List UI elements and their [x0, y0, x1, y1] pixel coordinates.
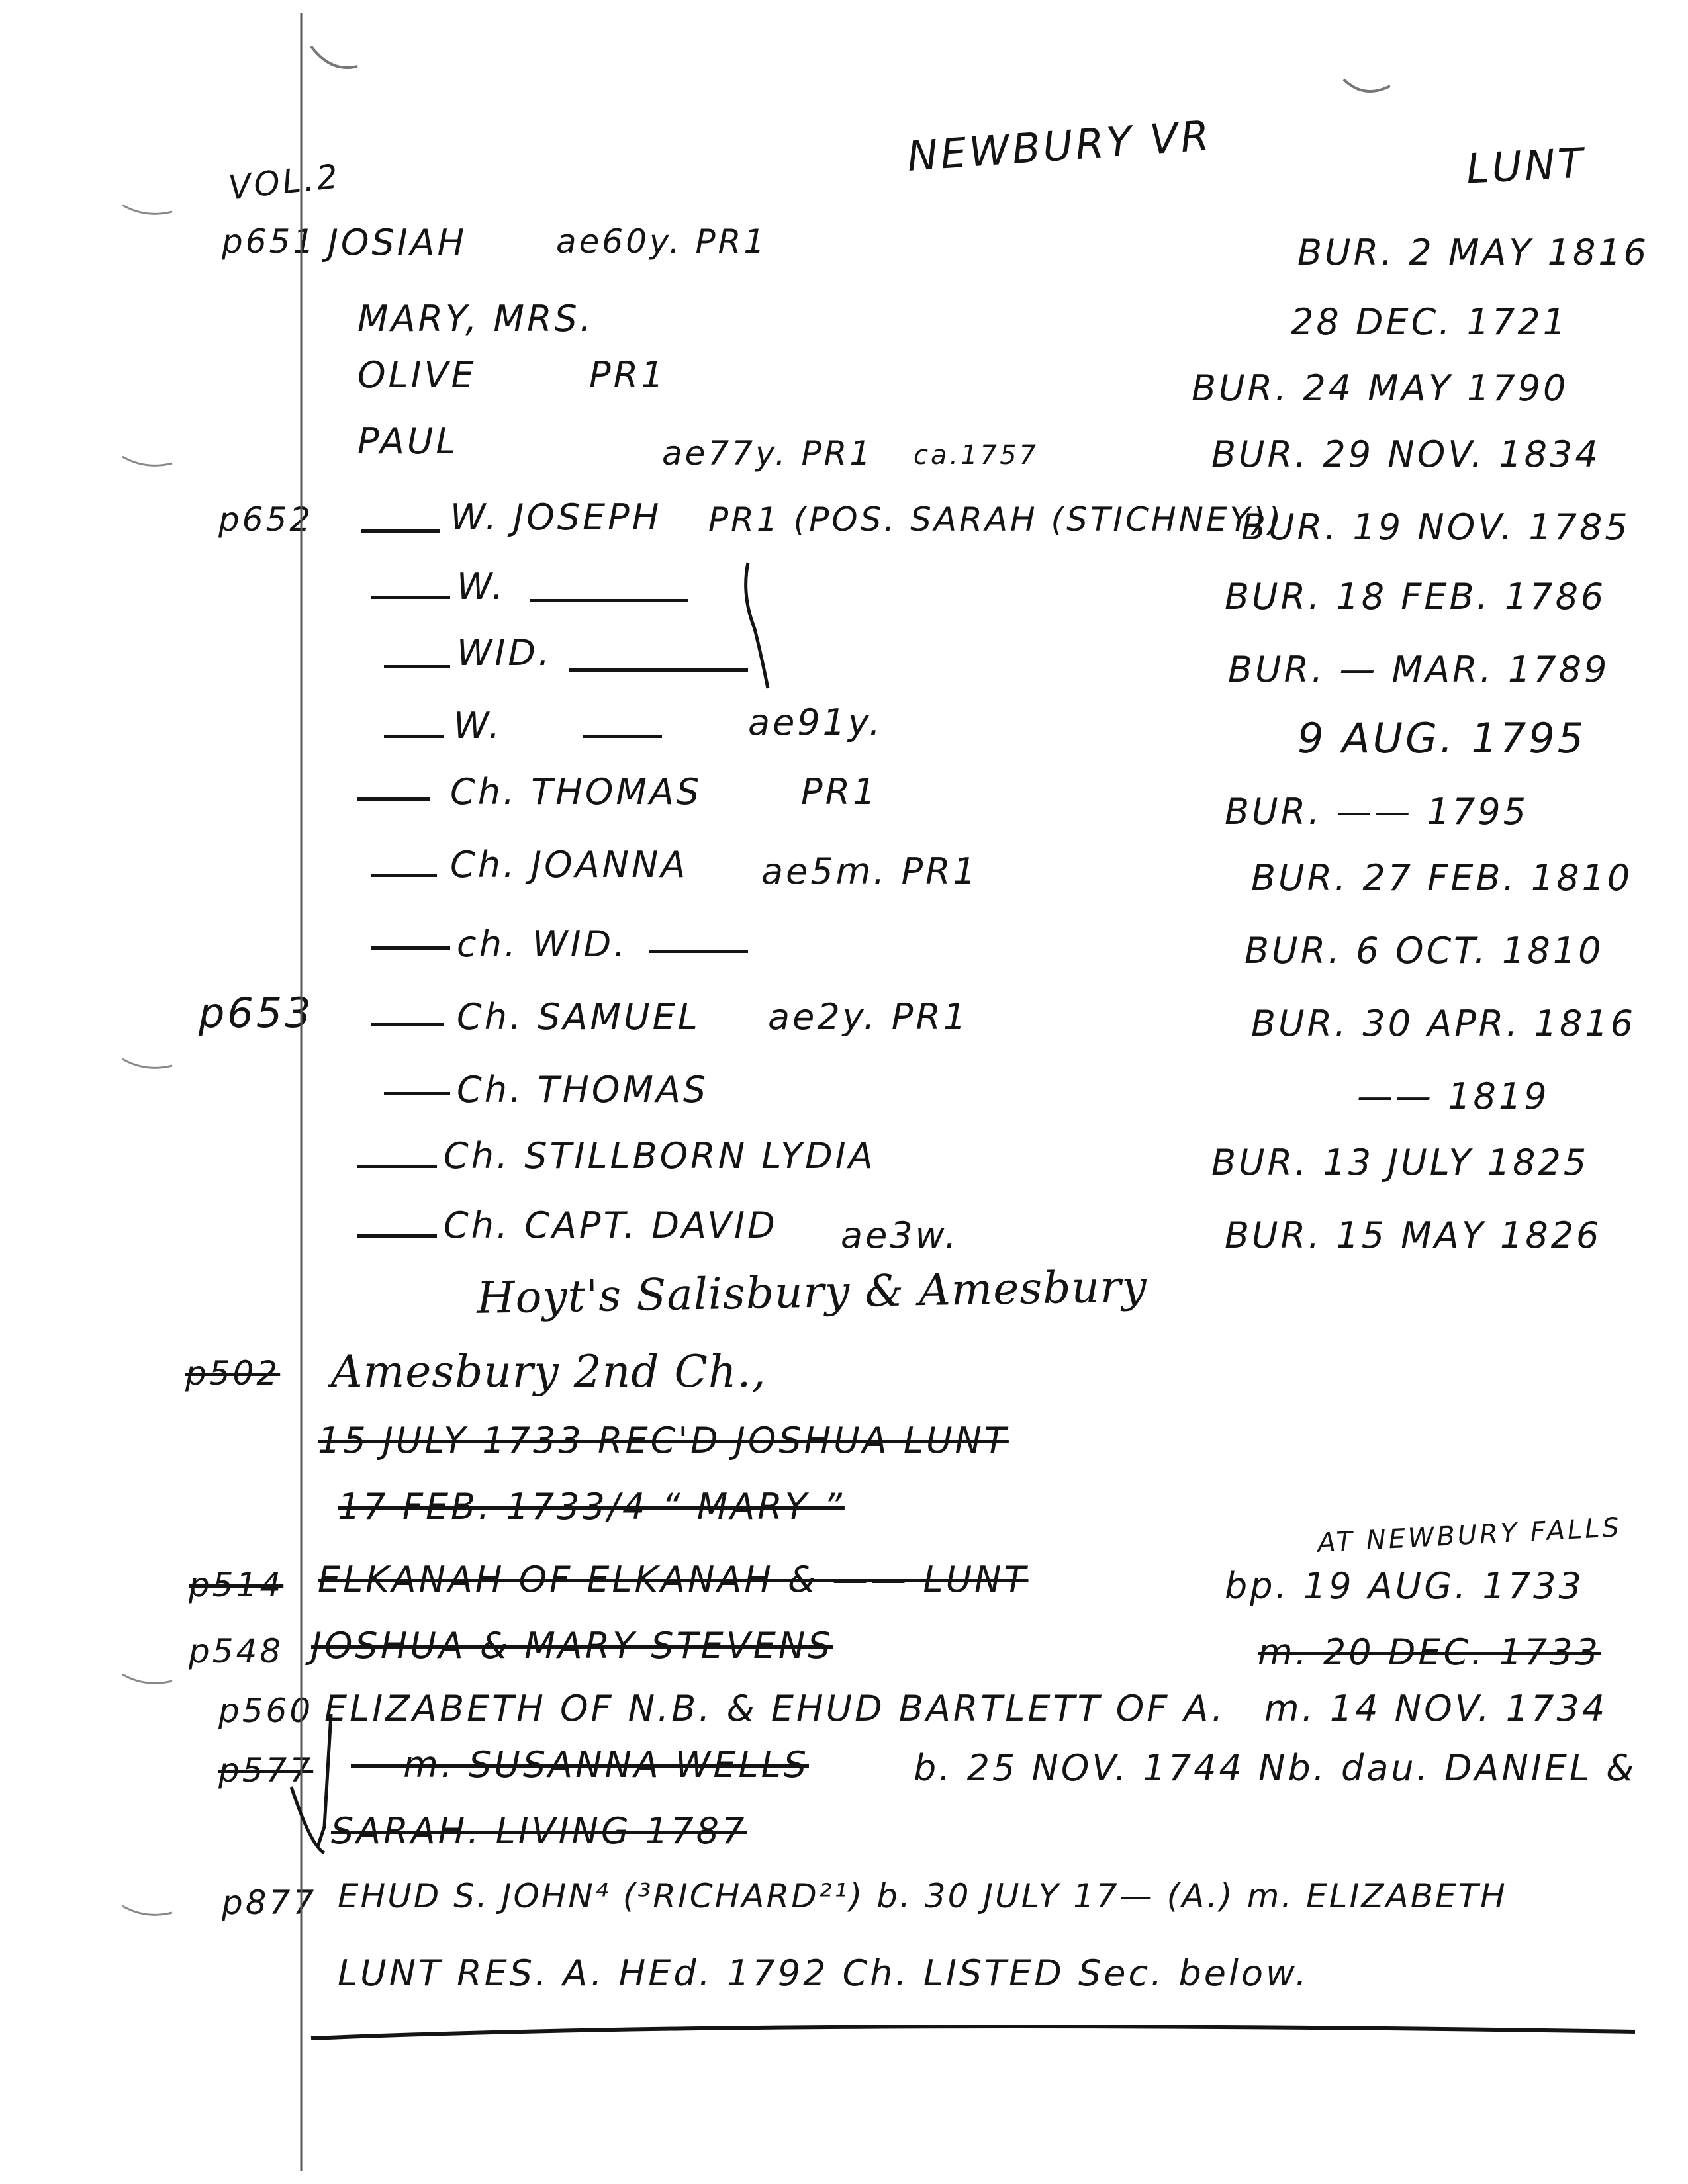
entry-name: Ch. CAPT. DAVID — [444, 1205, 778, 1246]
entry-note: ae5m. PR1 — [761, 850, 979, 892]
record-text: JOSHUA & MARY STEVENS — [311, 1625, 833, 1666]
entry-date: BUR. 2 MAY 1816 — [1297, 232, 1650, 273]
document-title: NEWBURY VR — [905, 111, 1213, 181]
entry-name: PAUL — [357, 420, 459, 462]
page-ref: p652 — [218, 500, 314, 539]
record-text: ELIZABETH OF N.B. & EHUD BARTLETT OF A. — [324, 1688, 1226, 1729]
entry-name: Ch. THOMAS — [450, 771, 702, 813]
punch-hole-mark — [122, 1059, 172, 1068]
bracket-mark — [746, 563, 768, 688]
entry-note: PR1 — [801, 771, 878, 813]
struck-record: 17 FEB. 1733/4 “ MARY ” — [338, 1486, 845, 1527]
entry-date: BUR. 24 MAY 1790 — [1192, 367, 1569, 409]
entry-name: W. — [453, 705, 503, 747]
separator-line — [311, 2026, 1635, 2038]
record-date: m. 20 DEC. 1733 — [1258, 1631, 1601, 1673]
record-date: b. 25 NOV. 1744 Nb. dau. DANIEL & — [914, 1747, 1637, 1789]
entry-date: BUR. 30 APR. 1816 — [1251, 1003, 1636, 1044]
section-heading: Hoyt's Salisbury & Amesbury — [476, 1261, 1148, 1324]
page-ref: p560 — [218, 1692, 314, 1730]
page-ref: p577 — [218, 1751, 314, 1790]
blank-line — [384, 665, 450, 668]
section-subheading: Amesbury 2nd Ch., — [331, 1346, 767, 1397]
page-ref: p653 — [199, 989, 314, 1037]
entry-name: JOSIAH — [328, 222, 467, 263]
entry-note: ae3w. — [841, 1214, 959, 1256]
entry-note: ae60y. PR1 — [556, 222, 768, 261]
punch-hole-mark — [122, 1674, 172, 1683]
entry-name: WID. — [457, 632, 553, 674]
record-text: EHUD S. JOHN⁴ (³RICHARD²¹) b. 30 JULY 17— (A.) m. ELIZABETH — [338, 1877, 1507, 1915]
page-ref: p514 — [189, 1566, 284, 1604]
volume-label: VOL.2 — [226, 157, 342, 207]
record-date: m. 14 NOV. 1734 — [1264, 1688, 1608, 1729]
entry-name: Ch. THOMAS — [457, 1069, 709, 1111]
blank-line — [361, 529, 440, 533]
punch-hole-mark — [122, 1906, 172, 1915]
struck-record: 15 JULY 1733 REC'D JOSHUA LUNT — [318, 1420, 1009, 1461]
blank-line — [583, 735, 662, 738]
bracket-mark — [318, 1714, 331, 1846]
record-text: SARAH. LIVING 1787 — [331, 1810, 747, 1852]
entry-name: W. JOSEPH — [450, 496, 662, 538]
entry-name: ch. WID. — [457, 923, 628, 965]
entry-date: 28 DEC. 1721 — [1291, 301, 1569, 343]
entry-note: PR1 — [589, 354, 667, 396]
surname-label: LUNT — [1465, 138, 1587, 193]
page-ref: p651 — [222, 222, 317, 261]
blank-line — [384, 1092, 450, 1095]
annotation-above: AT NEWBURY FALLS — [1317, 1512, 1622, 1559]
page-ref: p502 — [185, 1354, 281, 1392]
arrow-mark — [291, 1787, 324, 1853]
entry-date: BUR. 18 FEB. 1786 — [1225, 576, 1607, 617]
punch-hole-mark — [122, 205, 172, 214]
blank-line — [357, 1165, 437, 1168]
blank-line — [371, 1023, 444, 1026]
entry-note: ae77y. PR1 — [662, 434, 874, 473]
entry-name: MARY, MRS. — [357, 298, 594, 340]
record-date: bp. 19 AUG. 1733 — [1225, 1565, 1584, 1607]
entry-date: BUR. 6 OCT. 1810 — [1244, 930, 1604, 972]
blank-line — [357, 797, 430, 801]
entry-name: Ch. JOANNA — [450, 844, 688, 886]
entry-date: —— 1819 — [1357, 1075, 1550, 1117]
record-text: ELKANAH OF ELKANAH & —— LUNT — [318, 1559, 1029, 1600]
entry-name: Ch. STILLBORN LYDIA — [444, 1135, 876, 1177]
entry-name: Ch. SAMUEL — [457, 996, 700, 1038]
page-ref: p877 — [222, 1884, 317, 1922]
entry-date: BUR. 19 NOV. 1785 — [1241, 506, 1630, 548]
punch-hole-mark — [311, 46, 357, 68]
entry-date: BUR. 27 FEB. 1810 — [1251, 857, 1633, 899]
blank-line — [371, 596, 450, 599]
entry-name: OLIVE — [357, 354, 477, 396]
entry-date: BUR. 15 MAY 1826 — [1225, 1214, 1602, 1256]
entry-note: ae2y. PR1 — [768, 996, 969, 1038]
blank-line — [649, 950, 748, 953]
entry-extra: ca.1757 — [914, 440, 1039, 471]
entry-date: BUR. — MAR. 1789 — [1228, 649, 1610, 690]
entry-note: PR1 (POS. SARAH (STICHNEY)) — [708, 500, 1284, 539]
punch-hole-mark — [1344, 79, 1390, 91]
punch-hole-mark — [122, 457, 172, 465]
entry-date: BUR. 29 NOV. 1834 — [1211, 433, 1601, 475]
blank-line — [569, 668, 748, 672]
blank-line — [357, 1234, 437, 1238]
blank-line — [384, 735, 444, 738]
page-ref: p548 — [189, 1632, 284, 1670]
entry-date: BUR. 13 JULY 1825 — [1211, 1142, 1589, 1183]
entry-name: W. — [457, 566, 506, 608]
entry-note: ae91y. — [748, 702, 883, 743]
blank-line — [371, 946, 450, 950]
record-text: — m. SUSANNA WELLS — [351, 1744, 809, 1786]
entry-date: BUR. —— 1795 — [1225, 791, 1529, 833]
entry-date: 9 AUG. 1795 — [1297, 714, 1587, 762]
blank-line — [530, 599, 688, 602]
blank-line — [371, 874, 437, 877]
record-text: LUNT RES. A. HEd. 1792 Ch. LISTED Sec. below. — [338, 1952, 1309, 1994]
